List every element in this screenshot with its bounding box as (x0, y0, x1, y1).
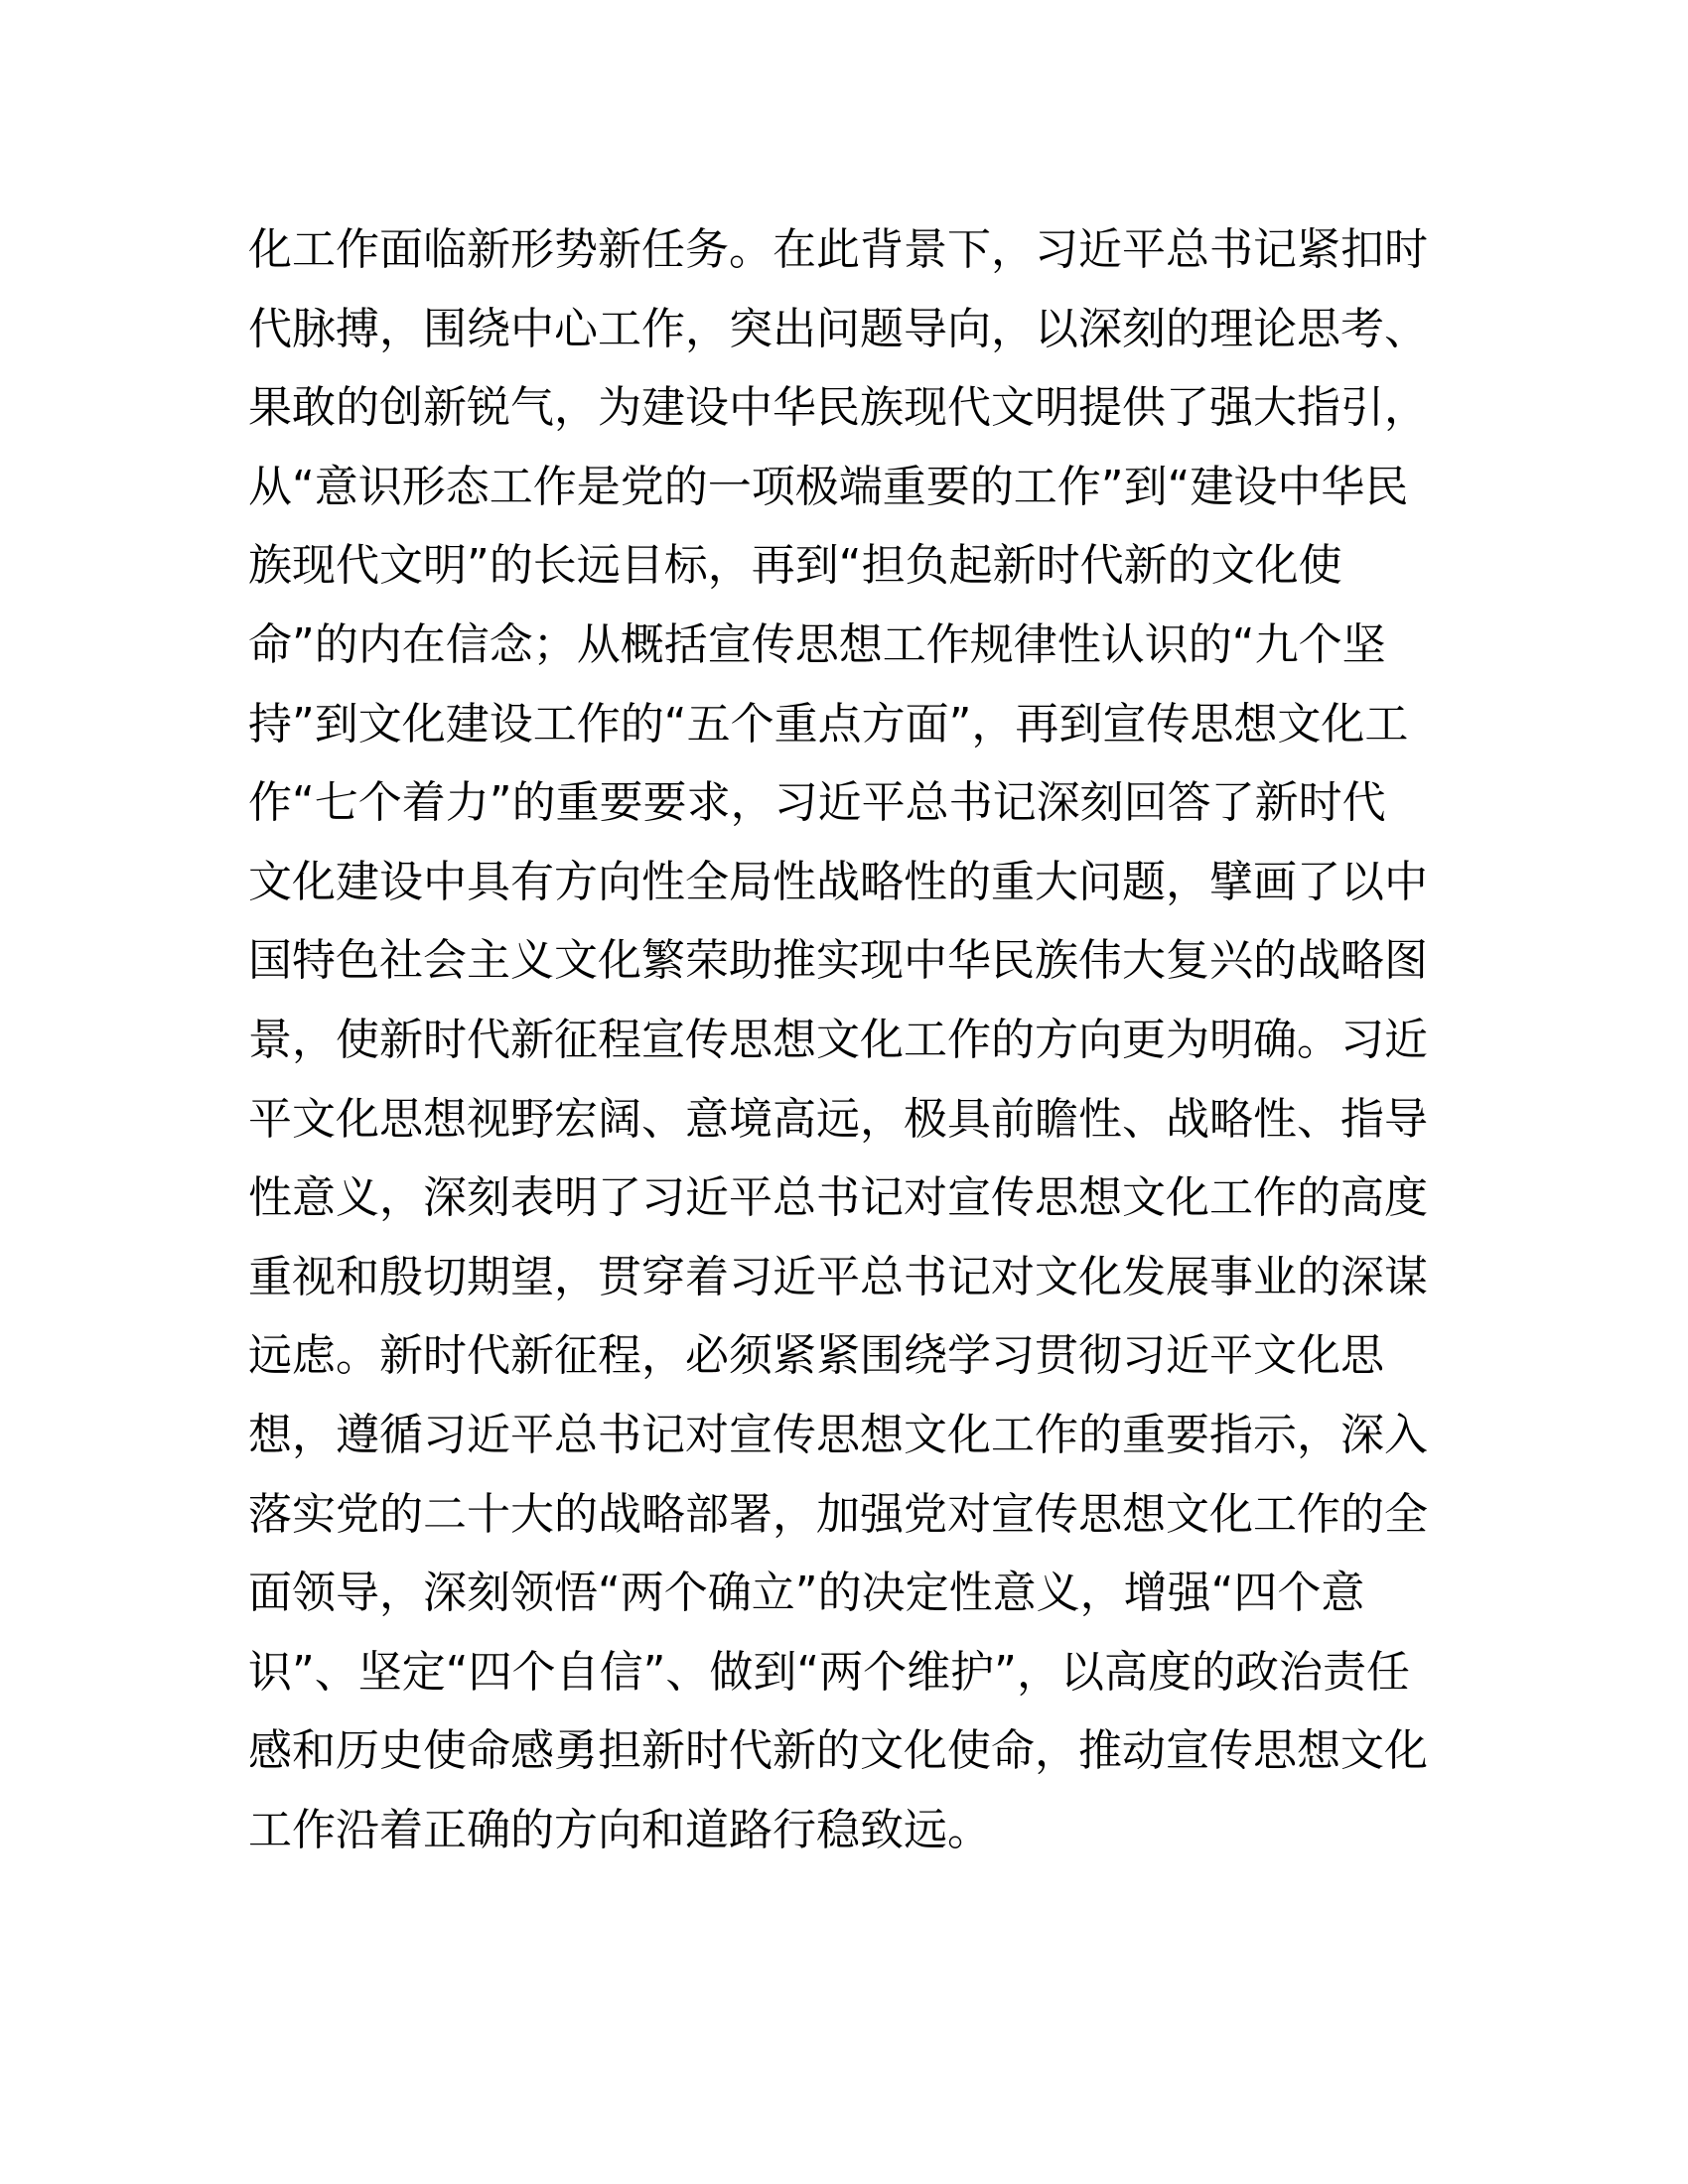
text-line: 性意义，深刻表明了习近平总书记对宣传思想文化工作的高度 (248, 1172, 1428, 1224)
text-line: 化工作面临新形势新任务。在此背景下，习近平总书记紧扣时 (248, 224, 1428, 275)
text-line: 工作沿着正确的方向和道路行稳致远。 (248, 1804, 991, 1855)
text-line: 想，遵循习近平总书记对宣传思想文化工作的重要指示，深入 (248, 1409, 1428, 1460)
text-line: 国特色社会主义文化繁荣助推实现中华民族伟大复兴的战略图 (248, 935, 1428, 987)
text-line: 族现代文明”的长远目标，再到“担负起新时代新的文化使 (248, 540, 1342, 592)
text-line: 作“七个着力”的重要要求，习近平总书记深刻回答了新时代 (248, 777, 1386, 829)
text-line: 感和历史使命感勇担新时代新的文化使命，推动宣传思想文化 (248, 1725, 1428, 1777)
text-line: 从“意识形态工作是党的一项极端重要的工作”到“建设中华民 (248, 461, 1409, 512)
text-line: 果敢的创新锐气，为建设中华民族现代文明提供了强大指引， (248, 382, 1428, 434)
text-line: 命”的内在信念；从概括宣传思想工作规律性认识的“九个坚 (248, 618, 1386, 670)
text-line: 重视和殷切期望，贯穿着习近平总书记对文化发展事业的深谋 (248, 1251, 1428, 1302)
text-line: 景，使新时代新征程宣传思想文化工作的方向更为明确。习近 (248, 1014, 1428, 1065)
text-line: 文化建设中具有方向性全局性战略性的重大问题，擘画了以中 (248, 856, 1428, 907)
text-line: 代脉搏，围绕中心工作，突出问题导向，以深刻的理论思考、 (248, 303, 1428, 354)
text-line: 持”到文化建设工作的“五个重点方面”，再到宣传思想文化工 (248, 698, 1409, 750)
text-line: 落实党的二十大的战略部署，加强党对宣传思想文化工作的全 (248, 1488, 1428, 1540)
text-line: 平文化思想视野宏阔、意境高远，极具前瞻性、战略性、指导 (248, 1093, 1428, 1145)
body-paragraph (248, 210, 1440, 1869)
text-line: 面领导，深刻领悟“两个确立”的决定性意义，增强“四个意 (248, 1568, 1365, 1619)
text-line: 远虑。新时代新征程，必须紧紧围绕学习贯彻习近平文化思 (248, 1330, 1384, 1382)
text-line: 识”、坚定“四个自信”、做到“两个维护”，以高度的政治责任 (248, 1646, 1410, 1698)
